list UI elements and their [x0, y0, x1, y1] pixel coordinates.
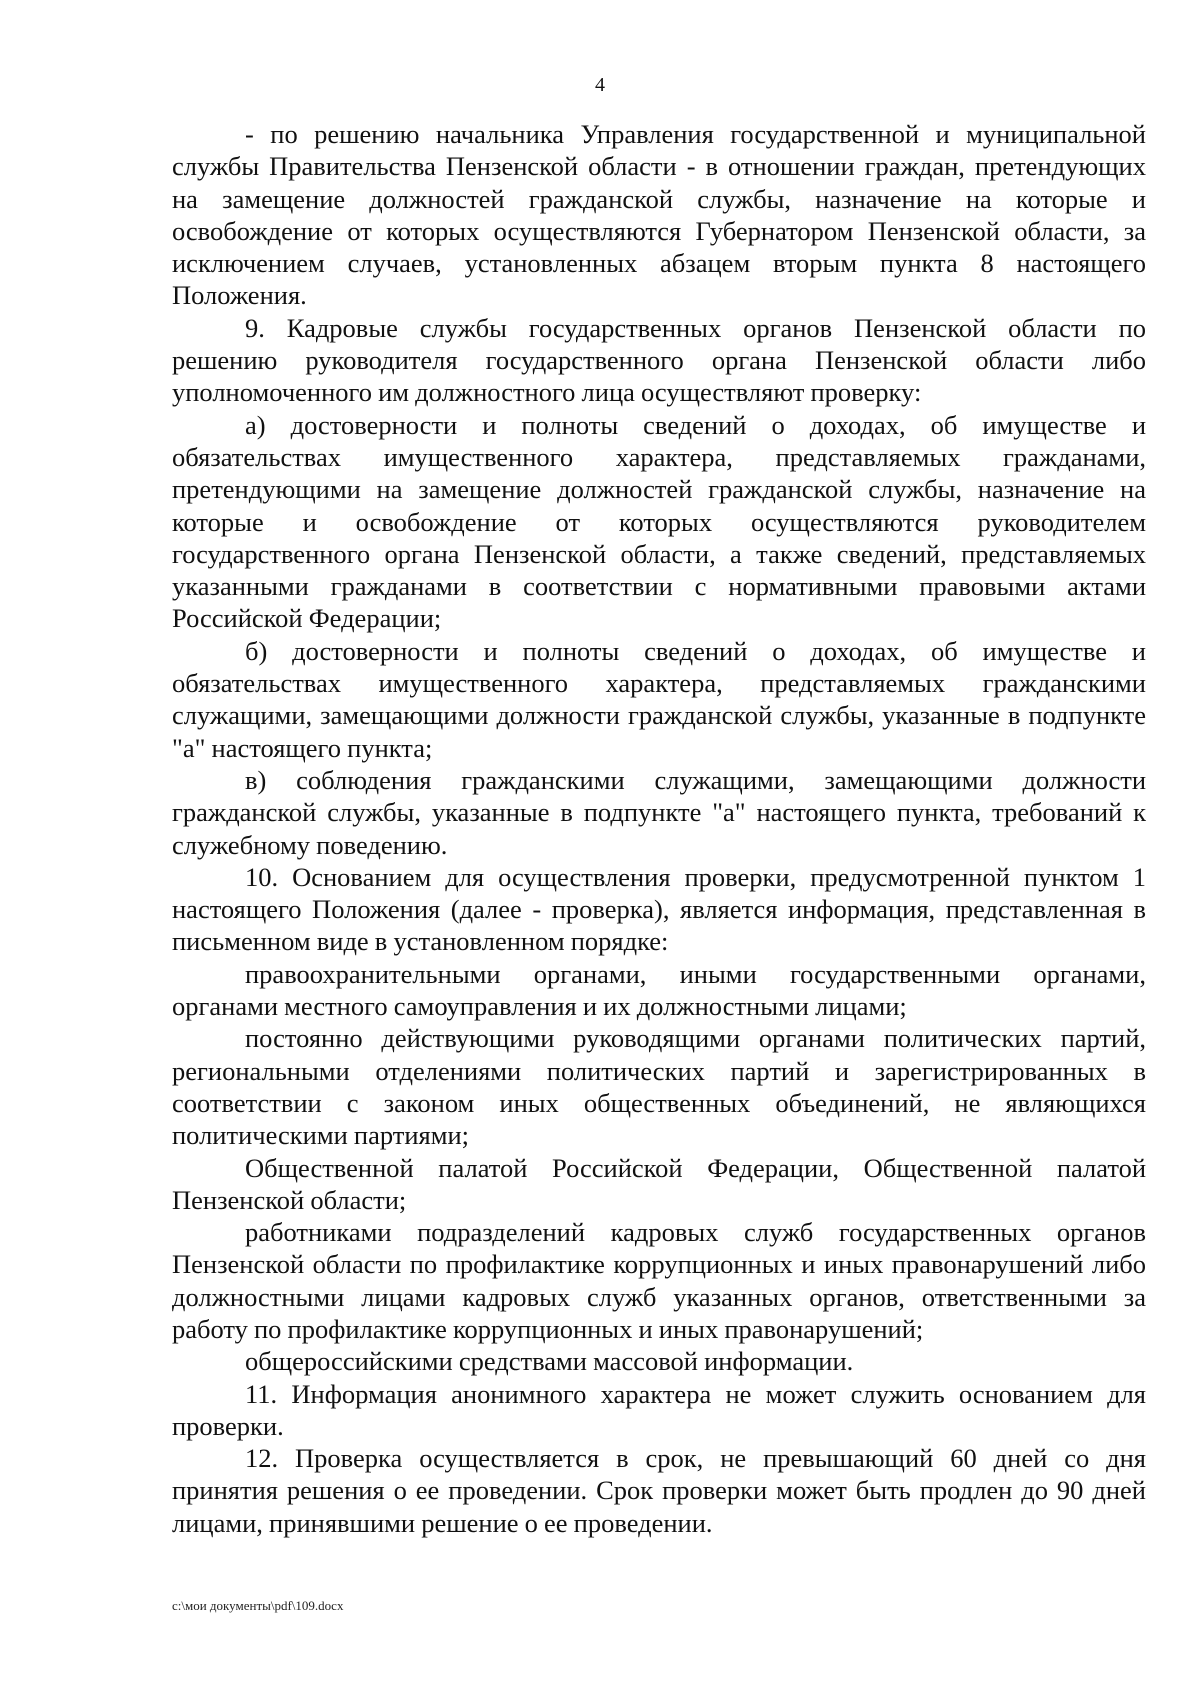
paragraph-item-9a: а) достоверности и полноты сведений о доходах, об имуществе и обязательствах имущественного характера, представляемых гражданами, претендующими на замещение должностей гражданской службы, назначение на которые и освобождение от которых осуществляются руководителем государственного органа Пензенской области, а также сведений, представляемых указанными гражданами в соответствии с нормативными правовыми актами Российской Федерации; [172, 409, 1146, 634]
paragraph-item-9v: в) соблюдения гражданскими служащими, замещающими должности гражданской службы, указанные в подпункте "а" настоящего пункта, требований к служебному поведению. [172, 764, 1146, 860]
page-number: 4 [595, 74, 605, 96]
paragraph-item-10: 10. Основанием для осуществления проверки, предусмотренной пунктом 1 настоящего Положения (далее - проверка), является информация, представленная в письменном виде в установленном порядке: [172, 861, 1146, 957]
paragraph-public-chamber: Общественной палатой Российской Федерации, Общественной палатой Пензенской области; [172, 1152, 1146, 1215]
paragraph-law-enforcement: правоохранительными органами, иными государственными органами, органами местного самоуправления и их должностными лицами; [172, 958, 1146, 1022]
paragraph-item-12: 12. Проверка осуществляется в срок, не превышающий 60 дней со дня принятия решения о ее проведении. Срок проверки может быть продлен до 90 дней лицами, принявшими решение о ее проведении. [172, 1443, 1146, 1538]
paragraph-hr-staff: работниками подразделений кадровых служб государственных органов Пензенской области по профилактике коррупционных и иных правонарушений либо должностными лицами кадровых служб указанных органов, ответственными за работу по профилактике коррупционных и иных правонарушений; [172, 1217, 1146, 1344]
paragraph-item-9: 9. Кадровые службы государственных органов Пензенской области по решению руководителя государственного органа Пензенской области либо уполномоченного им должностного лица осуществляют проверку: [172, 312, 1146, 408]
paragraph-dash-governor: - по решению начальника Управления государственной и муниципальной службы Правительства Пензенской области - в отношении граждан, претендующих на замещение должностей гражданской службы, назначение на которые и освобождение от которых осуществляются Губернатором Пензенской области, за исключением случаев, установленных абзацем вторым пункта 8 настоящего Положения. [172, 119, 1146, 311]
paragraph-political-parties: постоянно действующими руководящими органами политических партий, региональными отделениями политических партий и зарегистрированных в соответствии с законом иных общественных объединений, не являющихся политическими партиями; [172, 1023, 1146, 1151]
paragraph-item-9b: б) достоверности и полноты сведений о доходах, об имуществе и обязательствах имущественного характера, представляемых гражданскими служащими, замещающими должности гражданской службы, указанные в подпункте "а" настоящего пункта; [172, 635, 1146, 763]
paragraph-item-11: 11. Информация анонимного характера не может служить основанием для проверки. [172, 1378, 1146, 1441]
document-body [172, 118, 1146, 1539]
footer-file-path: c:\мои документы\pdf\109.docx [172, 1598, 344, 1613]
paragraph-mass-media: общероссийскими средствами массовой информации. [245, 1346, 854, 1377]
